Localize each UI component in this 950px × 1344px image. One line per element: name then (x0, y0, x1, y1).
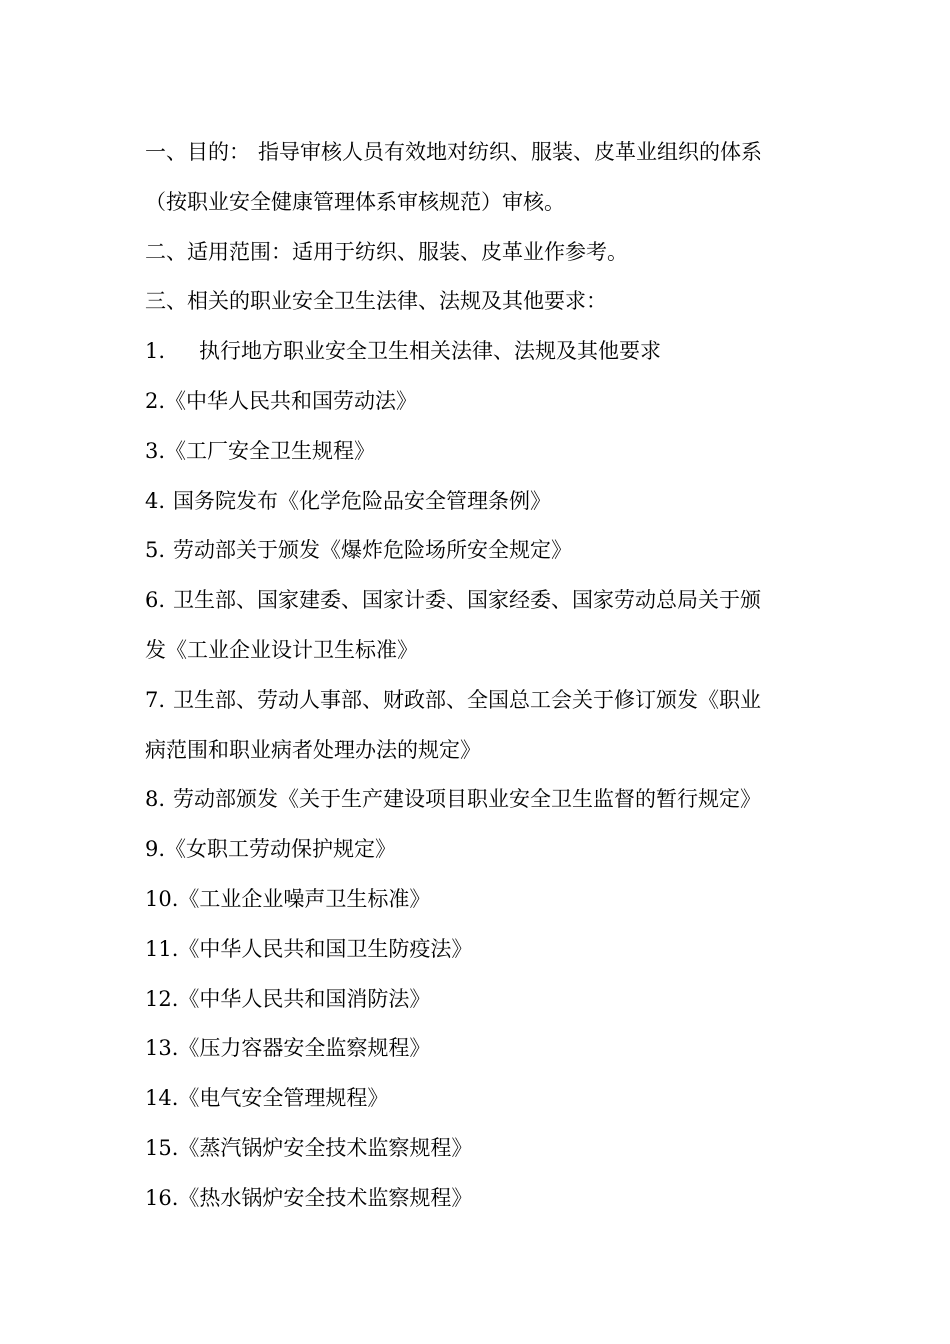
list-item-text: 《热水锅炉安全技术监察规程》 (178, 1185, 473, 1210)
list-item (145, 825, 815, 875)
list-item-number: 12. (145, 986, 179, 1011)
list-item-number: 9. (145, 837, 166, 862)
laws-heading-text: 三、相关的职业安全卫生法律、法规及其他要求： (145, 289, 607, 314)
scope-line (145, 228, 815, 278)
list-item (145, 1074, 815, 1124)
list-item-text: 执行地方职业安全卫生相关法律、法规及其他要求 (199, 339, 662, 364)
list-item-text: 《压力容器安全监察规程》 (178, 1036, 431, 1061)
list-item (145, 975, 815, 1025)
list-item-number: 1. (145, 339, 166, 364)
list-item-number: 14. (145, 1086, 179, 1111)
list-item-number: 15. (145, 1135, 179, 1160)
list-item (145, 576, 815, 626)
purpose-line (145, 128, 815, 178)
list-item-number: 5. (145, 538, 166, 563)
list-item-text: 劳动部颁发《关于生产建设项目职业安全卫生监督的暂行规定》 (173, 787, 762, 812)
list-item-text-continued: 发《工业企业设计卫生标准》 (145, 637, 418, 662)
list-item-number: 3. (145, 438, 166, 463)
document-body (145, 128, 815, 1224)
laws-heading (145, 277, 815, 327)
purpose-text: 指导审核人员有效地对纺织、服装、皮革业组织的体系 (258, 140, 762, 164)
list-item (145, 775, 815, 825)
list-item (145, 1024, 815, 1074)
list-item (145, 875, 815, 925)
list-item (145, 327, 815, 377)
list-item-text-continued: 病范围和职业病者处理办法的规定》 (145, 737, 481, 762)
list-item-number: 16. (145, 1185, 179, 1210)
list-item-text: 卫生部、劳动人事部、财政部、全国总工会关于修订颁发《职业 (173, 687, 762, 712)
list-item-text: 《工厂安全卫生规程》 (165, 438, 376, 463)
purpose-text-continued: （按职业安全健康管理体系审核规范）审核。 (145, 189, 565, 214)
list-item (145, 427, 815, 477)
list-item (145, 925, 815, 975)
scope-text: 二、适用范围：适用于纺织、服装、皮革业作参考。 (145, 239, 628, 264)
list-item-number: 7. (145, 687, 166, 712)
list-item-text: 《女职工劳动保护规定》 (165, 837, 397, 862)
list-item-number: 13. (145, 1036, 179, 1061)
list-item-continued (145, 626, 815, 676)
list-item-text: 劳动部关于颁发《爆炸危险场所安全规定》 (173, 538, 573, 563)
list-item-number: 6. (145, 588, 166, 613)
list-item-number: 8. (145, 787, 166, 812)
purpose-label: 一、目的： (145, 140, 250, 164)
list-item-continued (145, 726, 815, 776)
list-item (145, 676, 815, 726)
list-item (145, 477, 815, 527)
list-item (145, 377, 815, 427)
list-item-text: 《中华人民共和国消防法》 (178, 986, 431, 1011)
list-item-text: 《蒸汽锅炉安全技术监察规程》 (178, 1135, 473, 1160)
list-item-text: 卫生部、国家建委、国家计委、国家经委、国家劳动总局关于颁 (173, 588, 762, 613)
purpose-line-continued (145, 178, 815, 228)
list-item-number: 10. (145, 886, 179, 911)
list-item (145, 1124, 815, 1174)
list-item-text: 《中华人民共和国劳动法》 (165, 388, 418, 413)
list-item-number: 4. (145, 488, 166, 513)
list-item (145, 1174, 815, 1224)
list-item-text: 《工业企业噪声卫生标准》 (178, 886, 431, 911)
list-item-text: 国务院发布《化学危险品安全管理条例》 (173, 488, 552, 513)
list-item-number: 2. (145, 388, 166, 413)
list-item-text: 《电气安全管理规程》 (178, 1086, 389, 1111)
list-item-number: 11. (145, 936, 179, 961)
list-item-text: 《中华人民共和国卫生防疫法》 (178, 936, 473, 961)
list-item (145, 526, 815, 576)
